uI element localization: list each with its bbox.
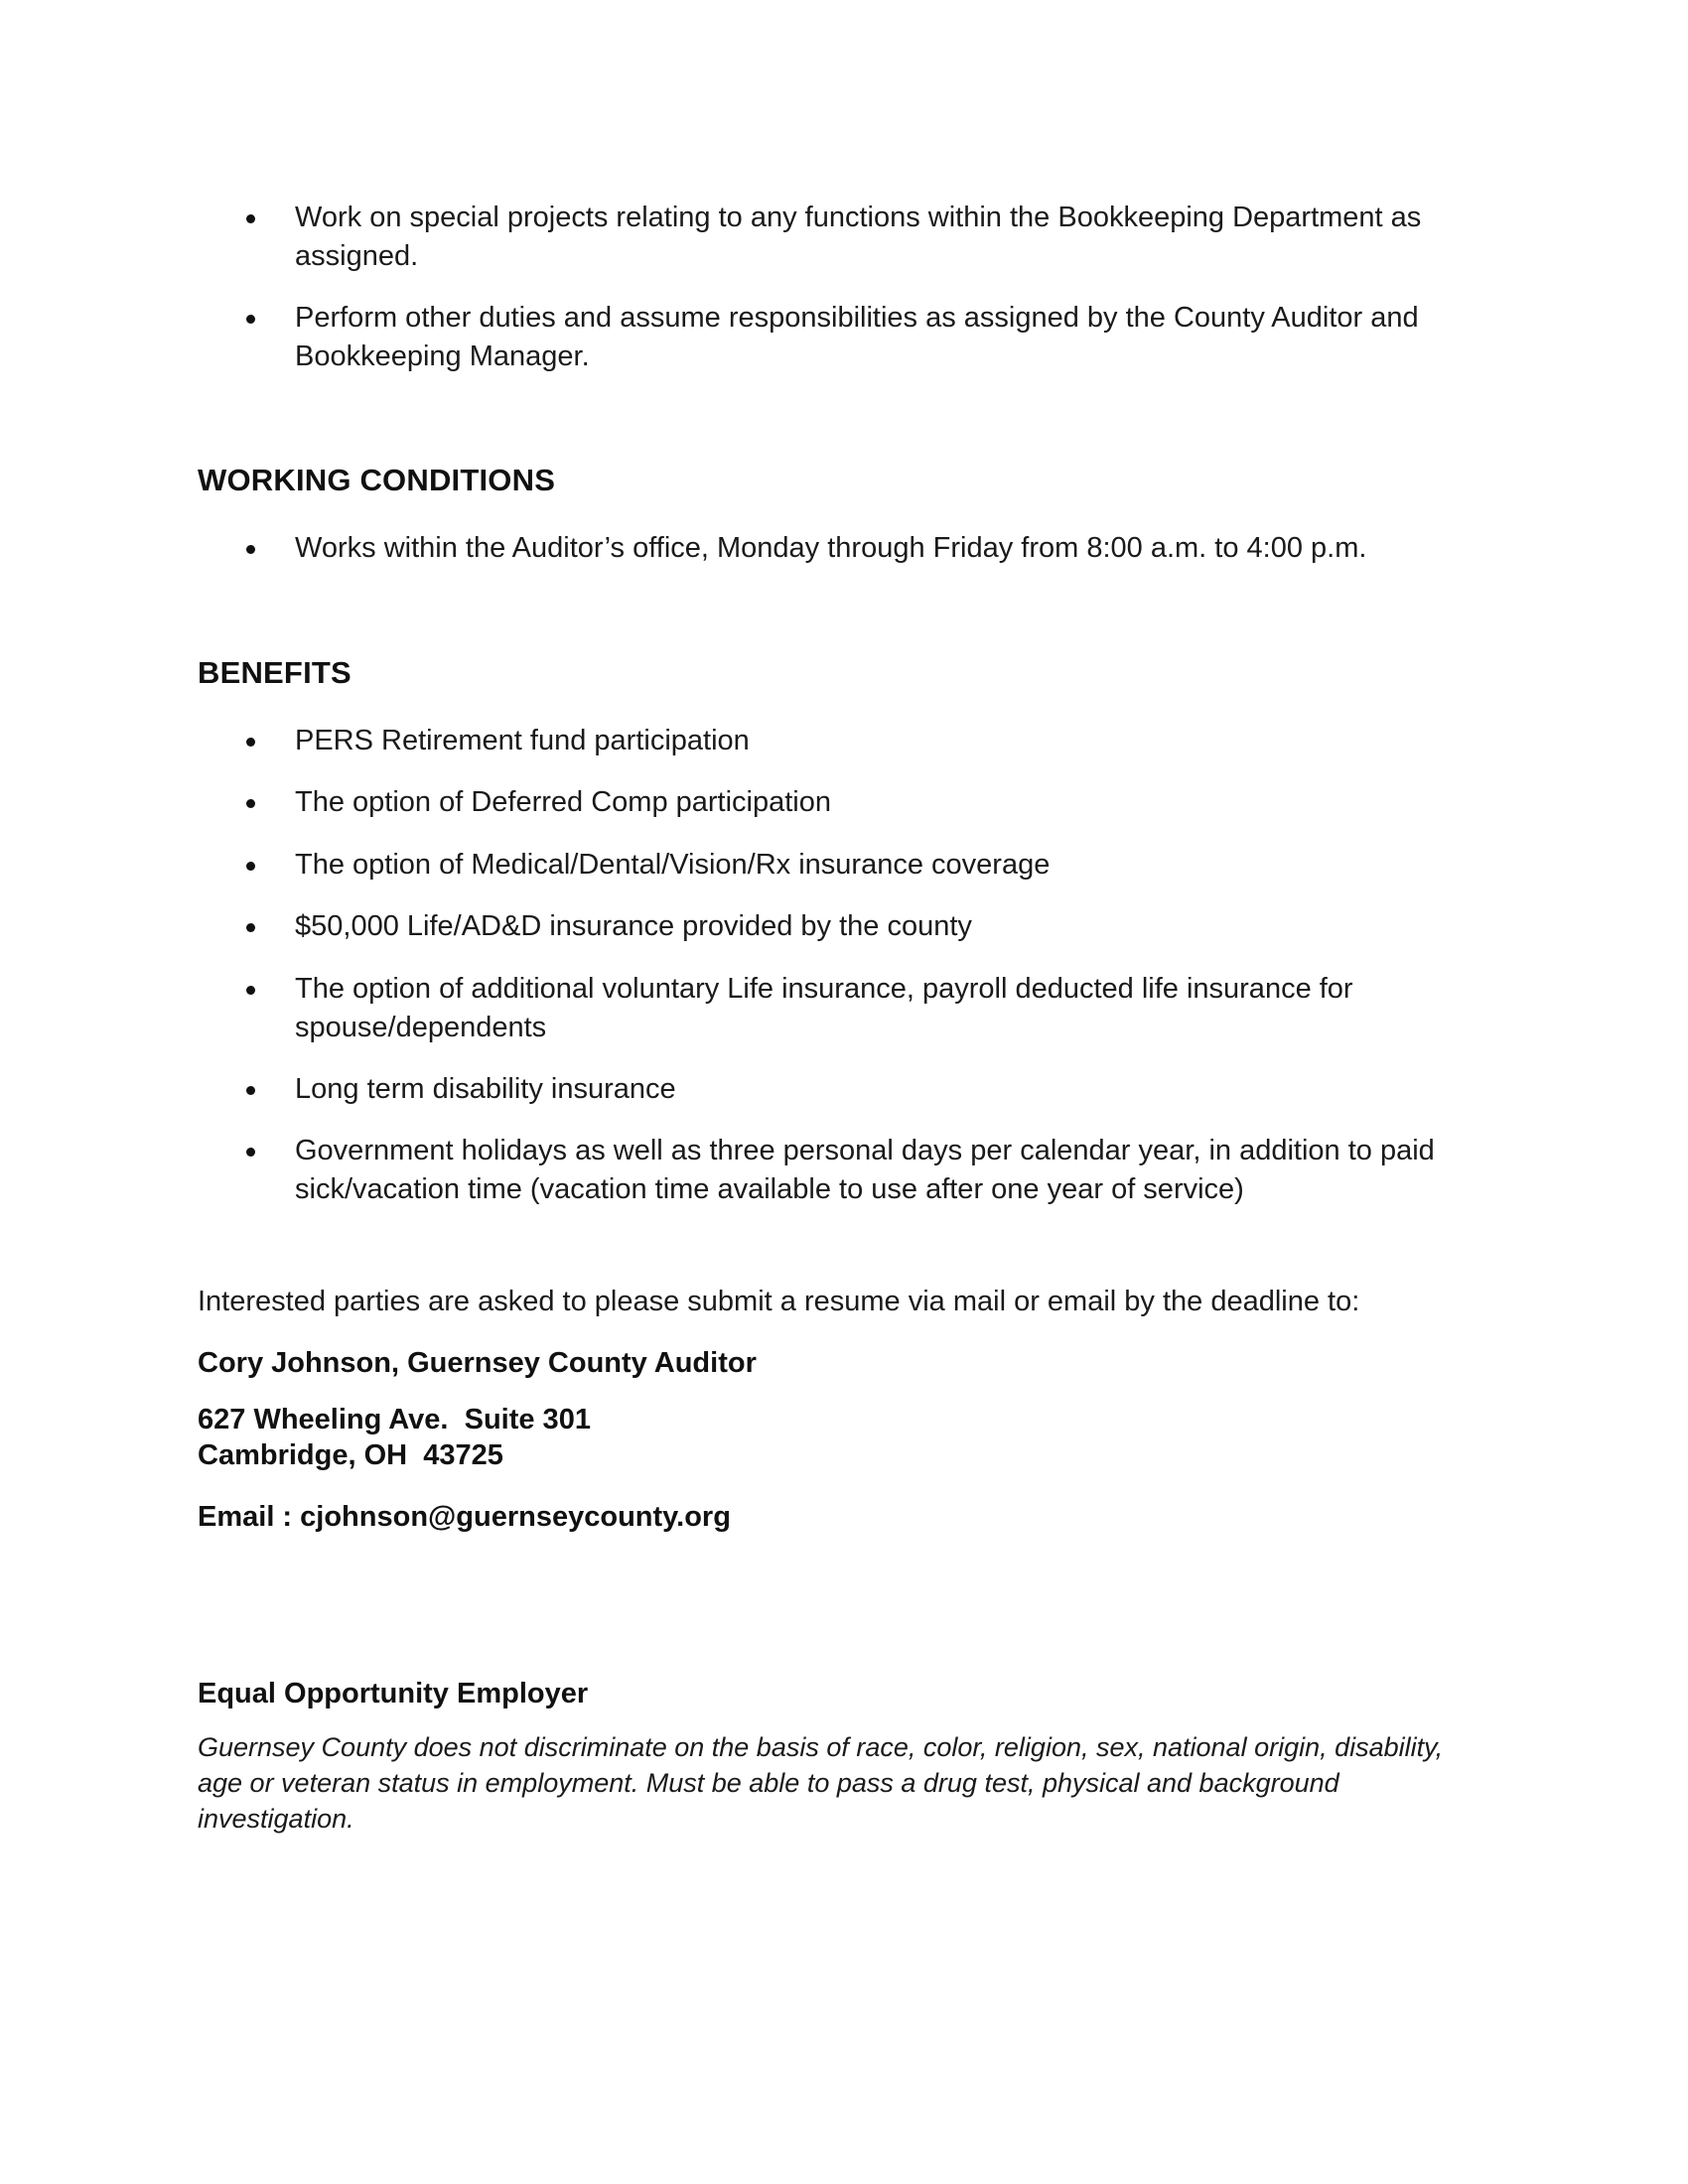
list-item-text: Works within the Auditor’s office, Monday through Friday from 8:00 a.m. to 4:00 p.m.: [295, 532, 1367, 564]
email-line: Email : cjohnson@guernseycounty.org: [198, 1501, 731, 1533]
bullet-icon: [246, 315, 255, 324]
list-item-text: Perform other duties and assume responsibilities as assigned by the County Auditor and Bookkeeping Manager.: [295, 302, 1419, 372]
eoe-heading: Equal Opportunity Employer: [198, 1678, 589, 1709]
bullet-icon: [246, 923, 255, 932]
list-item-text: PERS Retirement fund participation: [295, 725, 750, 756]
bullet-icon: [246, 862, 255, 871]
submission-intro: Interested parties are asked to please submit a resume via mail or email by the deadline to:: [198, 1286, 1360, 1317]
bullet-icon: [246, 799, 255, 808]
bullet-icon: [246, 545, 255, 554]
eoe-statement: Guernsey County does not discriminate on the basis of race, color, religion, sex, national origin, disability, age or veteran status in employment. Must be able to pass a drug test, physical and background investigation.: [198, 1732, 1444, 1834]
address-line-1: 627 Wheeling Ave. Suite 301: [198, 1404, 591, 1435]
bullet-icon: [246, 214, 255, 223]
list-item-text: The option of Deferred Comp participation: [295, 786, 832, 818]
list-item-text: Long term disability insurance: [295, 1073, 676, 1105]
bullet-icon: [246, 986, 255, 995]
list-item-text: Government holidays as well as three personal days per calendar year, in addition to paid sick/vacation time (vacation time available to use after one year of service): [295, 1135, 1435, 1205]
bullet-icon: [246, 1086, 255, 1095]
benefits-heading: BENEFITS: [198, 655, 352, 690]
working-conditions-heading: WORKING CONDITIONS: [198, 463, 556, 497]
address-line-2: Cambridge, OH 43725: [198, 1439, 503, 1471]
bullet-icon: [246, 1148, 255, 1157]
list-item-text: Work on special projects relating to any functions within the Bookkeeping Department as assigned.: [295, 202, 1422, 272]
contact-name: Cory Johnson, Guernsey County Auditor: [198, 1347, 757, 1379]
list-item-text: The option of Medical/Dental/Vision/Rx insurance coverage: [295, 849, 1051, 881]
bullet-icon: [246, 738, 255, 747]
list-item-text: The option of additional voluntary Life insurance, payroll deducted life insurance for spouse/dependents: [295, 973, 1353, 1043]
list-item-text: $50,000 Life/AD&D insurance provided by the county: [295, 910, 972, 942]
